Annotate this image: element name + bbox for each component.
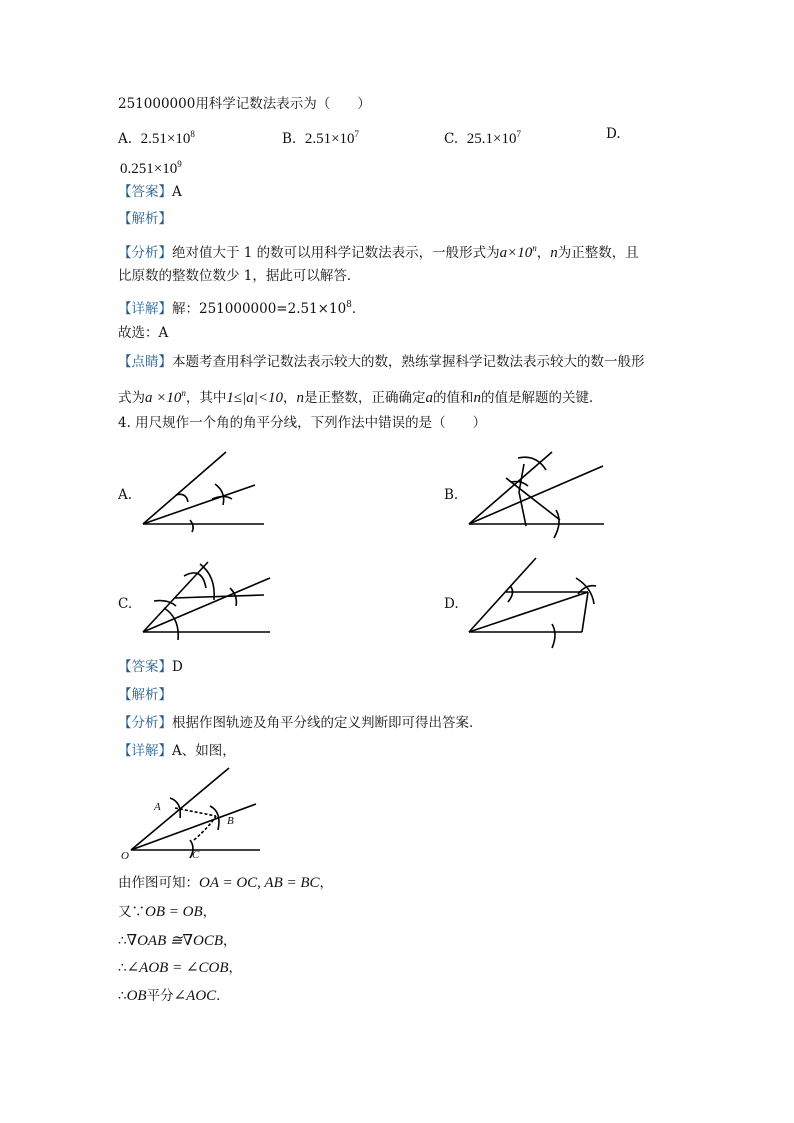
proof-step-4: ∴∠AOB = ∠COB， (118, 960, 243, 976)
point-label-c: C (192, 849, 200, 861)
answer-tag: 【答案】 (118, 184, 172, 200)
q3-dianjing-line1: 【点睛】本题考查用科学记数法表示较大的数，熟练掌握科学记数法表示较大的数一般形 (118, 354, 645, 370)
point-label-b: B (227, 815, 234, 827)
q4-fenxi: 【分析】根据作图轨迹及角平分线的定义判断即可得出答案． (118, 715, 483, 731)
point-label-o: O (121, 850, 129, 862)
q4-detail: 【详解】A、如图， (118, 743, 236, 759)
q3-option-d-label: D. (606, 126, 621, 142)
q4-option-c-figure (140, 558, 275, 643)
proof-step-2: 又∵OB = OB， (118, 904, 217, 920)
q3-stem-text: 用科学记数法表示为（ ） (195, 96, 371, 112)
q4-option-a-figure (140, 448, 270, 528)
q3-fenxi-line1: 【分析】绝对值大于 1 的数可以用科学记数法表示，一般形式为$a\times 10^n$，n为正整数，且 (118, 243, 639, 261)
point-label-a: A (154, 801, 161, 813)
proof-step-3: ∴∇OAB ≅∇OCB， (118, 933, 237, 949)
q3-option-b: B. $2.51\times 10^7$ (282, 129, 360, 147)
q4-option-d-label: D. (444, 596, 459, 612)
q4-option-b-figure (466, 448, 606, 533)
q3-stem-number: 251000000 (118, 96, 196, 112)
q4-stem: 4. 用尺规作一个角的角平分线，下列作法中错误的是（ ） (118, 415, 487, 431)
q3-fenxi-line2: 比原数的整数位数少 1，据此可以解答． (118, 268, 361, 284)
q3-choose: 故选：A (118, 325, 169, 341)
q3-analysis-tag: 【解析】 (118, 211, 172, 227)
q4-answer: 【答案】D (118, 659, 183, 675)
q3-option-c: C. $25.1\times 10^7$ (444, 129, 521, 147)
q3-option-d: $0.251\times 10^9$ (120, 159, 182, 177)
proof-step-1: 由作图可知：OA = OC, AB = BC， (118, 875, 334, 891)
q3-answer: 【答案】A (118, 184, 182, 200)
q4-analysis-tag: 【解析】 (118, 687, 172, 703)
q4-option-c-label: C. (118, 596, 133, 612)
q3-stem (118, 94, 371, 114)
proof-step-5: ∴OB平分∠AOC． (118, 988, 230, 1004)
q4-option-a-label: A. (118, 487, 133, 503)
q3-dianjing-line2: 式为$a \times 10^n$，其中1≤|a|<10，n是正整数，正确确定a的值和n的值是解题的关键． (118, 388, 603, 406)
q4-option-b-label: B. (444, 487, 459, 503)
q3-option-a: A. $2.51\times 10^8$ (118, 129, 195, 147)
q3-detail: 【详解】解：$251000000=2.51\times 10^8$． (118, 300, 366, 317)
q4-option-d-figure (466, 554, 606, 649)
